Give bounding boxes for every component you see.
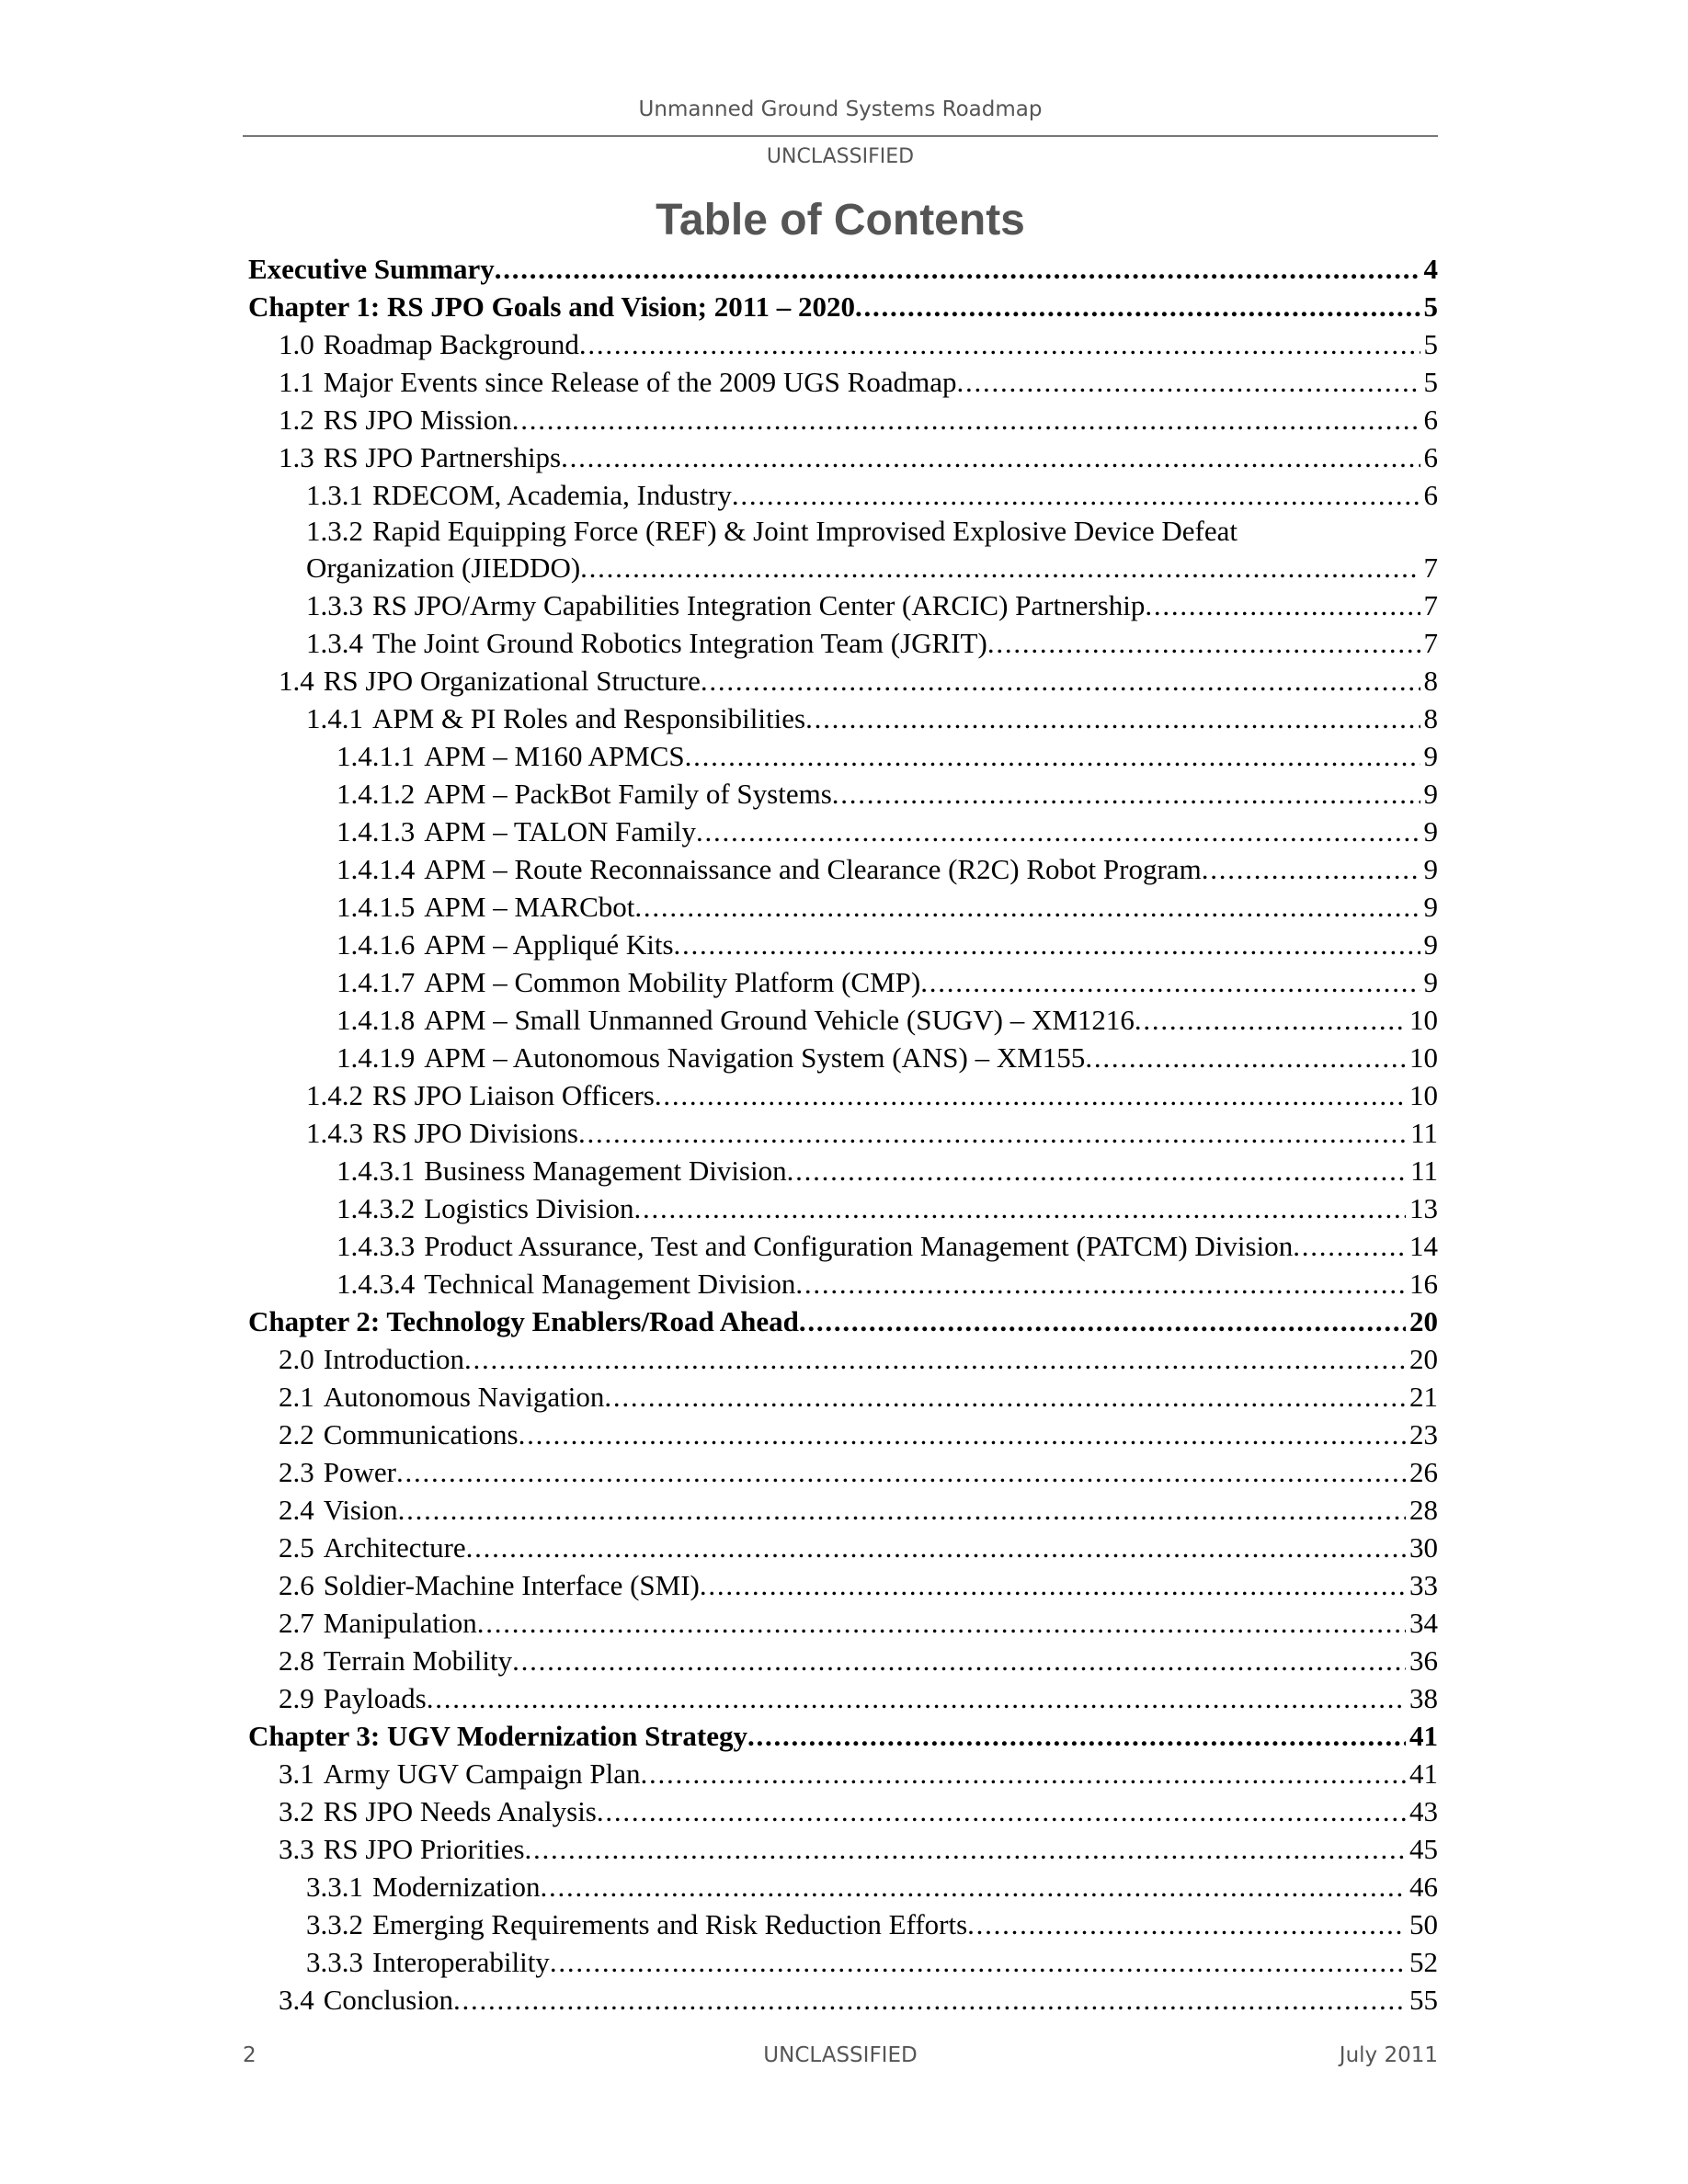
toc-entry-page-number: 6 [1423,441,1438,473]
toc-entry[interactable] [248,624,1438,662]
toc-entry-page-number: 9 [1423,891,1438,923]
toc-entry-number: 1.4.1.1 [336,740,416,772]
toc-entry-page-number: 9 [1423,966,1438,998]
dot-leader [701,662,1420,700]
toc-entry-number: 1.4.3.2 [336,1192,416,1224]
toc-entry-page-number: 11 [1410,1117,1438,1149]
toc-entry-number: 1.4.1.6 [336,928,416,961]
toc-entry-title: Introduction [323,1343,464,1375]
dot-leader [519,1416,1406,1453]
toc-entry[interactable] [248,1114,1438,1152]
toc-entry-page-number: 10 [1409,1041,1438,1074]
toc-entry[interactable] [248,963,1438,1001]
dot-leader [747,1717,1406,1755]
toc-entry[interactable] [248,438,1438,476]
toc-entry-title: Organization (JIEDDO) [306,552,581,584]
toc-entry-title: APM – TALON Family [424,815,697,847]
toc-entry[interactable] [248,325,1438,363]
toc-entry-title: RS JPO Liaison Officers [372,1079,655,1111]
toc-entry-page-number: 30 [1409,1531,1438,1564]
toc-entry[interactable] [248,1792,1438,1830]
toc-entry-title: APM – M160 APMCS [424,740,685,772]
dot-leader [696,813,1420,850]
toc-entry-page-number: 10 [1409,1079,1438,1111]
toc-entry[interactable] [248,737,1438,775]
toc-entry-number: 1.4.1.2 [336,778,416,810]
toc-entry-title: RS JPO Organizational Structure [323,665,701,697]
toc-entry-title: RS JPO Partnerships [323,441,562,473]
toc-entry-page-number: 9 [1423,778,1438,810]
toc-entry-title: Chapter 3: UGV Modernization Strategy [248,1720,748,1752]
toc-entry-title: Chapter 2: Technology Enablers/Road Ahead [248,1305,799,1337]
toc-entry-page-number: 4 [1423,253,1438,285]
toc-entry[interactable] [248,288,1438,325]
dot-leader [578,1114,1407,1152]
toc-entry-page-number: 16 [1409,1268,1438,1300]
toc-entry-number: 3.3.1 [306,1871,363,1903]
dot-leader [674,926,1420,963]
toc-entry-number: 2.1 [279,1381,314,1413]
toc-entry[interactable] [248,1265,1438,1302]
toc-entry[interactable] [248,1566,1438,1604]
toc-entry-title: Terrain Mobility [323,1644,513,1677]
toc-entry-title: RS JPO Needs Analysis [323,1795,597,1827]
toc-entry-title: The Joint Ground Robotics Integration Team (JGRIT) [372,627,987,659]
toc-entry-page-number: 41 [1409,1757,1438,1790]
dot-leader [464,1340,1406,1378]
toc-entry-title: Product Assurance, Test and Configuration Management (PATCM) Division [424,1230,1294,1262]
dot-leader [453,1981,1406,2019]
toc-entry[interactable] [248,662,1438,700]
header-divider [243,135,1438,137]
toc-entry[interactable] [248,586,1438,624]
dot-leader [561,438,1420,476]
toc-entry-page-number: 45 [1409,1833,1438,1865]
dot-leader [396,1453,1406,1491]
dot-leader [957,363,1420,401]
toc-entry-page-number: 33 [1409,1569,1438,1601]
dot-leader [787,1152,1408,1189]
toc-entry-title: Rapid Equipping Force (REF) & Joint Improvised Explosive Device Defeat [372,515,1238,547]
toc-entry-number: 2.6 [279,1569,314,1601]
toc-entry-title: Soldier-Machine Interface (SMI) [323,1569,700,1601]
toc-entry[interactable] [248,1679,1438,1717]
toc-entry-number: 1.2 [279,404,314,436]
toc-entry-page-number: 14 [1409,1230,1438,1262]
toc-entry-page-number: 41 [1409,1720,1438,1752]
dot-leader [541,1868,1406,1905]
toc-entry[interactable] [248,1943,1438,1981]
toc-entry-title: RS JPO Divisions [372,1117,578,1149]
toc-entry-number: 1.4.2 [306,1079,363,1111]
toc-entry-title: RDECOM, Academia, Industry [372,479,732,511]
toc-entry-number: 2.5 [279,1531,314,1564]
dot-leader [640,1755,1406,1792]
toc-entry-title: Business Management Division [424,1155,787,1187]
toc-entry-page-number: 9 [1423,928,1438,961]
toc-entry-number: 2.0 [279,1343,314,1375]
table-of-contents [248,250,1438,2019]
toc-entry[interactable] [248,1491,1438,1529]
classification-marking-top: UNCLASSIFIED [766,145,915,168]
dot-leader [655,1076,1406,1114]
toc-entry-page-number: 6 [1423,479,1438,511]
dot-leader [466,1529,1406,1566]
toc-entry-title: Technical Management Division [424,1268,796,1300]
footer-page-number: 2 [243,2043,257,2067]
toc-entry-number: 1.4.1.8 [336,1004,416,1036]
toc-entry-title: APM – Route Reconnaissance and Clearance (R2C) Robot Program [424,853,1202,885]
dot-leader [1145,586,1420,624]
toc-entry-number: 2.4 [279,1494,314,1526]
toc-entry-number: 3.2 [279,1795,314,1827]
toc-entry-page-number: 21 [1409,1381,1438,1413]
toc-entry-title: Autonomous Navigation [323,1381,605,1413]
toc-entry[interactable] [248,1039,1438,1076]
toc-entry-number: 2.2 [279,1418,314,1450]
toc-entry-page-number: 13 [1409,1192,1438,1224]
toc-entry-number: 1.3 [279,441,314,473]
toc-entry-page-number: 8 [1423,702,1438,734]
dot-leader [795,1265,1406,1302]
toc-entry-number: 1.3.3 [306,589,363,621]
dot-leader [633,1189,1406,1227]
toc-entry-page-number: 55 [1409,1984,1438,2016]
toc-entry-number: 3.4 [279,1984,314,2016]
toc-entry[interactable] [248,1227,1438,1265]
toc-entry-number: 1.4.1.9 [336,1041,416,1074]
dot-leader [580,549,1420,586]
toc-entry-page-number: 36 [1409,1644,1438,1677]
toc-entry-title: Emerging Requirements and Risk Reduction Efforts [372,1908,968,1940]
toc-entry-page-number: 43 [1409,1795,1438,1827]
toc-entry[interactable] [248,1755,1438,1792]
dot-leader [597,1792,1406,1830]
toc-entry-page-number: 11 [1410,1155,1438,1187]
toc-entry-number: 1.4.3.4 [336,1268,416,1300]
toc-entry-number: 3.1 [279,1757,314,1790]
dot-leader [967,1905,1406,1943]
toc-entry[interactable] [248,850,1438,888]
toc-entry-page-number: 5 [1423,328,1438,360]
toc-entry-page-number: 28 [1409,1494,1438,1526]
toc-entry[interactable] [248,476,1438,514]
toc-entry-title: Payloads [323,1682,427,1714]
toc-entry-page-number: 46 [1409,1871,1438,1903]
toc-entry-title: RS JPO/Army Capabilities Integration Center (ARCIC) Partnership [372,589,1146,621]
toc-entry-number: 1.0 [279,328,314,360]
toc-entry-page-number: 23 [1409,1418,1438,1450]
dot-leader [855,288,1420,325]
toc-entry[interactable] [248,1642,1438,1679]
toc-entry-number: 1.3.4 [306,627,363,659]
footer-date: July 2011 [1339,2043,1438,2067]
toc-entry-title: Architecture [323,1531,466,1564]
toc-entry[interactable] [248,1340,1438,1378]
toc-entry-number: 1.4.3 [306,1117,363,1149]
toc-entry-page-number: 5 [1423,290,1438,323]
toc-entry-title: Interoperability [372,1946,550,1978]
dot-leader [685,737,1420,775]
toc-entry-page-number: 7 [1423,627,1438,659]
toc-entry[interactable] [248,888,1438,926]
dot-leader [398,1491,1406,1529]
dot-leader [700,1566,1406,1604]
toc-entry[interactable] [248,401,1438,438]
toc-entry-page-number: 50 [1409,1908,1438,1940]
toc-entry-title: Army UGV Campaign Plan [323,1757,641,1790]
dot-leader [920,963,1420,1001]
toc-entry-number: 2.9 [279,1682,314,1714]
toc-entry-title: APM – PackBot Family of Systems [424,778,832,810]
toc-entry[interactable] [248,1302,1438,1340]
dot-leader [832,775,1420,813]
dot-leader [495,250,1420,288]
toc-entry[interactable] [248,813,1438,850]
dot-leader [1135,1001,1406,1039]
toc-entry-title: APM – Appliqué Kits [424,928,674,961]
toc-entry-page-number: 6 [1423,404,1438,436]
toc-entry[interactable] [248,1378,1438,1416]
toc-entry-page-number: 26 [1409,1456,1438,1488]
toc-entry[interactable] [248,250,1438,288]
toc-entry[interactable] [248,549,1438,586]
toc-entry-page-number: 38 [1409,1682,1438,1714]
toc-entry-page-number: 20 [1409,1343,1438,1375]
toc-entry-title: Manipulation [323,1607,477,1639]
toc-entry[interactable] [248,363,1438,401]
toc-entry[interactable] [248,700,1438,737]
toc-entry-number: 1.3.1 [306,479,363,511]
toc-entry-number: 1.4.1.5 [336,891,416,923]
toc-entry[interactable] [248,1416,1438,1453]
dot-leader [805,700,1420,737]
toc-entry-page-number: 8 [1423,665,1438,697]
toc-entry-title: Major Events since Release of the 2009 UGS Roadmap [323,366,957,398]
toc-entry-number: 1.4.1.3 [336,815,416,847]
toc-entry-page-number: 5 [1423,366,1438,398]
toc-entry-page-number: 52 [1409,1946,1438,1978]
toc-entry-number: 1.4.1 [306,702,363,734]
toc-entry-title: Chapter 1: RS JPO Goals and Vision; 2011 – 2020 [248,290,855,323]
dot-leader [1293,1227,1406,1265]
toc-entry[interactable] [248,1905,1438,1943]
toc-entry[interactable] [248,1152,1438,1189]
toc-entry-title: Power [323,1456,396,1488]
toc-entry-number: 1.4 [279,665,314,697]
toc-entry-title: APM – Small Unmanned Ground Vehicle (SUGV) – XM1216 [424,1004,1135,1036]
toc-entry-number: 3.3.2 [306,1908,363,1940]
toc-entry-number: 1.1 [279,366,314,398]
dot-leader [579,325,1420,363]
toc-entry-page-number: 10 [1409,1004,1438,1036]
dot-leader [525,1830,1406,1868]
toc-entry-page-number: 20 [1409,1305,1438,1337]
toc-entry-title: Logistics Division [424,1192,634,1224]
dot-leader [427,1679,1406,1717]
running-header: Unmanned Ground Systems Roadmap [638,97,1043,121]
toc-entry[interactable] [248,1001,1438,1039]
toc-entry-title: Conclusion [323,1984,453,2016]
toc-entry-title: RS JPO Priorities [323,1833,525,1865]
toc-entry-number: 1.3.2 [306,515,363,547]
toc-entry-title: Executive Summary [248,253,495,285]
toc-entry-page-number: 9 [1423,740,1438,772]
toc-entry-page-number: 7 [1423,589,1438,621]
toc-entry[interactable] [248,1604,1438,1642]
toc-entry-number: 1.4.3.3 [336,1230,416,1262]
toc-entry[interactable] [248,1717,1438,1755]
toc-entry[interactable] [248,514,1438,549]
toc-entry[interactable] [248,1529,1438,1566]
toc-entry-title: Communications [323,1418,519,1450]
dot-leader [1085,1039,1406,1076]
toc-entry-number: 2.3 [279,1456,314,1488]
dot-leader [799,1302,1406,1340]
toc-entry-number: 2.7 [279,1607,314,1639]
dot-leader [512,401,1420,438]
dot-leader [604,1378,1406,1416]
toc-entry[interactable] [248,1076,1438,1114]
dot-leader [634,888,1420,926]
toc-entry-page-number: 9 [1423,815,1438,847]
dot-leader [1202,850,1420,888]
toc-entry-title: APM – MARCbot [424,891,635,923]
toc-entry-number: 2.8 [279,1644,314,1677]
toc-entry-title: APM – Common Mobility Platform (CMP) [424,966,921,998]
toc-entry-title: RS JPO Mission [323,404,512,436]
dot-leader [550,1943,1406,1981]
toc-entry-number: 3.3 [279,1833,314,1865]
toc-entry-page-number: 34 [1409,1607,1438,1639]
classification-marking-bottom: UNCLASSIFIED [763,2043,918,2067]
toc-entry[interactable] [248,1453,1438,1491]
toc-entry[interactable] [248,1830,1438,1868]
toc-entry[interactable] [248,926,1438,963]
toc-entry-title: Vision [323,1494,398,1526]
page-title: Table of Contents [656,196,1025,245]
toc-entry[interactable] [248,1981,1438,2019]
page-footer [243,2043,1438,2071]
toc-entry[interactable] [248,1189,1438,1227]
dot-leader [732,476,1420,514]
toc-entry-number: 1.4.1.7 [336,966,416,998]
dot-leader [477,1604,1406,1642]
toc-entry-title: APM & PI Roles and Responsibilities [372,702,806,734]
toc-entry[interactable] [248,1868,1438,1905]
dot-leader [512,1642,1406,1679]
toc-entry-number: 1.4.3.1 [336,1155,416,1187]
toc-entry-title: Modernization [372,1871,541,1903]
toc-entry[interactable] [248,775,1438,813]
toc-entry-title: Roadmap Background [323,328,579,360]
toc-entry-title: APM – Autonomous Navigation System (ANS) – XM155 [424,1041,1086,1074]
dot-leader [987,624,1420,662]
toc-entry-number: 3.3.3 [306,1946,363,1978]
toc-entry-page-number: 7 [1423,552,1438,584]
toc-entry-number: 1.4.1.4 [336,853,416,885]
toc-entry-page-number: 9 [1423,853,1438,885]
